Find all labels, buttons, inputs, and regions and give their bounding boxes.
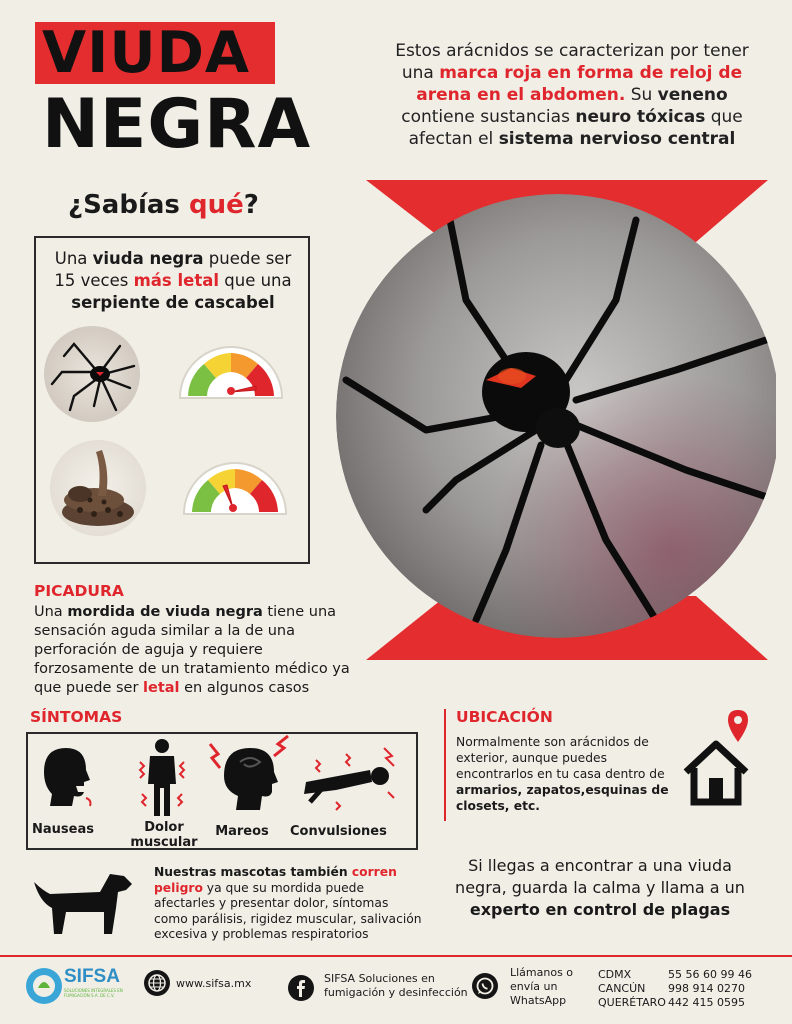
sifsa-logo-icon	[24, 966, 64, 1006]
facebook-icon[interactable]	[288, 975, 314, 1001]
cities-list: CDMX CANCÚN QUERÉTARO	[598, 968, 666, 1009]
spider-thumbnail	[44, 326, 140, 422]
sifsa-logo-text: SIFSA	[64, 966, 120, 987]
ubicacion-text: Normalmente son arácnidos de exterior, aunque puedes encontrarlos en tu casa dentro de armarios, zapatos,esquinas de closets, etc.	[456, 735, 669, 813]
spider-hero-image	[336, 180, 776, 660]
phone-queretaro[interactable]: 442 415 0595	[668, 996, 745, 1009]
whatsapp-text[interactable]: Llámanos o envía un WhatsApp	[510, 966, 574, 1007]
picadura-heading: PICADURA	[34, 582, 124, 600]
muscle-pain-icon	[134, 738, 190, 818]
phone-cdmx[interactable]: 55 56 60 99 46	[668, 968, 752, 981]
sintomas-heading: SÍNTOMAS	[30, 708, 123, 726]
footer-divider	[0, 955, 792, 957]
phone-cancun[interactable]: 998 914 0270	[668, 982, 745, 995]
dizziness-icon	[204, 732, 294, 818]
ubicacion-heading: UBICACIÓN	[456, 708, 553, 726]
website-link[interactable]: www.sifsa.mx	[176, 977, 252, 990]
danger-gauge-high	[176, 340, 286, 402]
symptom-label: Dolor muscular	[130, 820, 198, 850]
call-expert-text: Si llegas a encontrar a una viuda negra, guarda la calma y llama a un experto en control de plagas	[455, 856, 745, 919]
globe-icon	[144, 970, 170, 996]
dog-icon	[32, 868, 134, 938]
intro-text: Estos arácnidos se caracterizan por tener una marca roja en forma de reloj de arena en el abdomen. Su veneno contiene sustancias neuro tóxicas que afectan el sistema nervioso central	[395, 41, 749, 149]
phones-list	[668, 968, 752, 1010]
title-line-2: NEGRA	[42, 85, 312, 164]
sabias-que-heading: ¿Sabías qué?	[68, 190, 259, 220]
title-line-1: VIUDA	[42, 20, 251, 86]
danger-gauge-medium	[180, 456, 290, 518]
symptom-label: Nauseas	[32, 822, 94, 837]
pets-text: Nuestras mascotas también corren peligro ya que su mordida puede afectarles y presentar dolor, síntomas como parálisis, rigidez muscular, salivación excesiva y problemas respiratorios	[154, 865, 422, 942]
convulsions-icon	[296, 742, 400, 812]
symptom-label: Convulsiones	[290, 824, 387, 839]
picadura-text: Una mordida de viuda negra tiene una sensación aguda similar a la de una perforación de aguja y requiere forzosamente de un tratamiento médico ya que puede ser letal en algunos casos	[34, 604, 350, 696]
nausea-icon	[36, 742, 94, 812]
rattlesnake-thumbnail	[50, 440, 146, 536]
house-location-icon	[682, 708, 754, 808]
symptom-label: Mareos	[215, 824, 269, 839]
fact-text: Una viuda negra puede ser 15 veces más letal que una serpiente de cascabel	[54, 249, 292, 312]
whatsapp-icon[interactable]	[472, 973, 498, 999]
ubicacion-divider	[444, 709, 446, 821]
sifsa-logo-subtitle: SOLUCIONES INTEGRALES EN FUMIGACIÓN S.A. DE C.V.	[64, 988, 123, 998]
facebook-text[interactable]: SIFSA Soluciones en fumigación y desinfección	[324, 972, 468, 999]
